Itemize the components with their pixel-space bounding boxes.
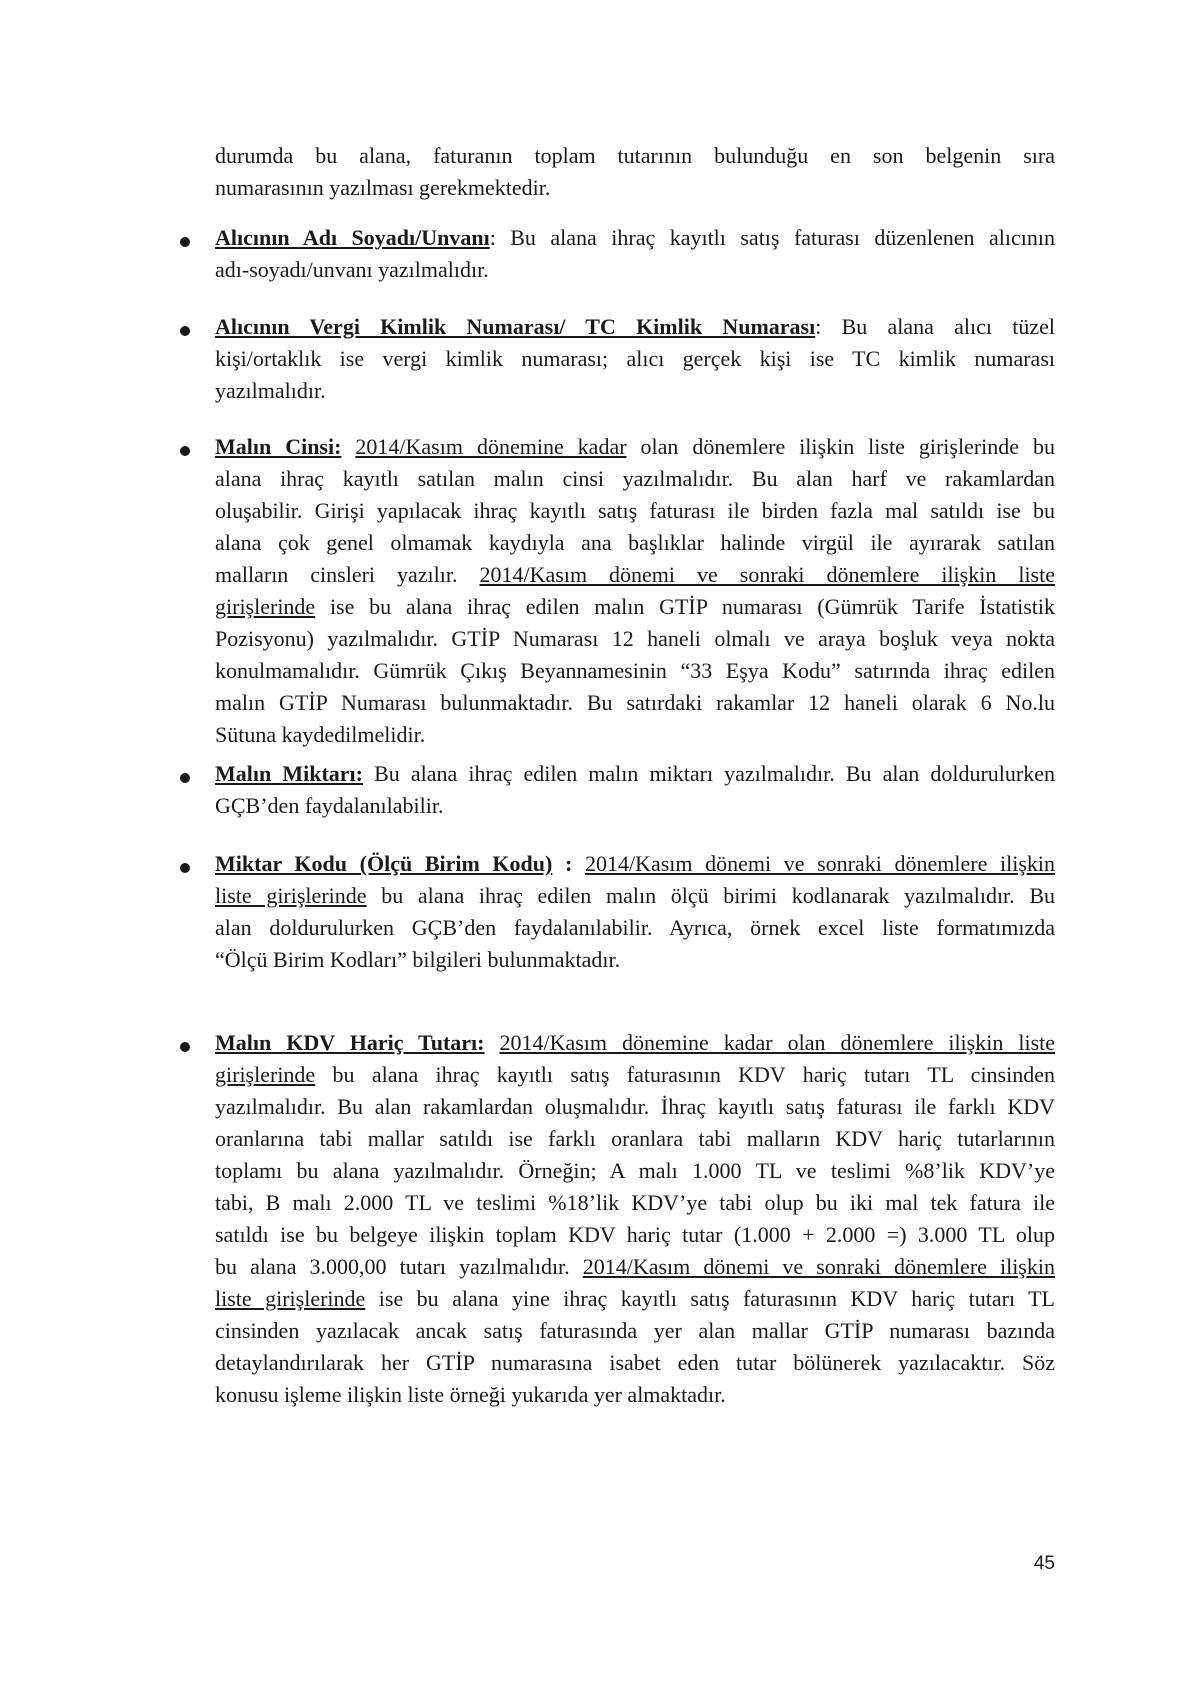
text-segment: : Bu alana alıcı tüzel [815,314,1055,339]
term-label: Alıcının Adı Soyadı/Unvanı [215,225,490,250]
list-item-unit-code [215,848,1055,976]
text-line: durumda bu alana, faturanın toplam tutarının bulunduğu en son belgenin sıra [215,143,1055,168]
text-segment: malların cinsleri yazılır. [215,562,480,587]
text-line: alana ihraç kayıtlı satılan malın cinsi yazılmalıdır. Bu alan harf ve rakamlardan [215,466,1055,491]
text-segment: ise bu alana ihraç edilen malın GTİP numarası (Gümrük Tarife İstatistik [315,594,1055,619]
underlined-text: liste girişlerinde [215,1286,366,1311]
term-label: Alıcının Vergi Kimlik Numarası/ TC Kimlik Numarası [215,314,816,339]
underlined-text: girişlerinde [215,594,316,619]
text-line: oranlarına tabi mallar satıldı ise farklı oranlara tabi malların KDV hariç tutarlarının [215,1126,1055,1151]
text-line: oluşabilir. Girişi yapılacak ihraç kayıtlı satış faturası ile birden fazla mal satıldı ise bu [215,498,1055,523]
term-label: Malın Miktarı: [215,761,363,786]
text-line: detaylandırılarak her GTİP numarasına isabet eden tutar bölünerek yazılacaktır. Söz [215,1350,1055,1375]
text-line: GÇB’den faydalanılabilir. [215,793,444,818]
underlined-text: 2014/Kasım dönemine kadar [355,434,627,459]
underlined-text: 2014/Kasım dönemi ve sonraki dönemlere ilişkin liste [479,562,1055,587]
list-item-buyer-name [215,222,1055,286]
term-label: Malın Cinsi: [215,434,342,459]
text-line: cinsinden yazılacak ancak satış faturasında yer alan mallar GTİP numarası bazında [215,1318,1055,1343]
text-line: satıldı ise bu belgeye ilişkin toplam KDV hariç tutar (1.000 + 2.000 =) 3.000 TL olup [215,1222,1055,1247]
text-segment: ise bu alana yine ihraç kayıtlı satış faturasının KDV hariç tutarı TL [365,1286,1055,1311]
underlined-text: liste girişlerinde [215,883,367,908]
list-item-tax-id [215,311,1055,407]
bullet-icon [180,1042,190,1052]
text-segment: bu alana 3.000,00 tutarı yazılmalıdır. [215,1254,583,1279]
text-segment: : [552,851,573,876]
text-line: toplamı bu alana yazılmalıdır. Örneğin; A malı 1.000 TL ve teslimi %8’lik KDV’ye [215,1158,1055,1183]
page-number: 45 [1033,1553,1055,1574]
bullet-icon [180,773,190,783]
text-line: Sütuna kaydedilmelidir. [215,722,426,747]
list-item-goods-type [215,431,1055,751]
bullet-icon [180,326,190,336]
intro-paragraph [215,140,1055,204]
underlined-text: 2014/Kasım dönemi ve sonraki dönemlere ilişkin [582,1254,1055,1279]
text-segment: olan dönemlere ilişkin liste girişlerinde bu [626,434,1055,459]
text-line: “Ölçü Birim Kodları” bilgileri bulunmaktadır. [215,947,621,972]
text-line: yazılmalıdır. [215,378,326,403]
underlined-text: 2014/Kasım dönemine kadar olan dönemlere ilişkin liste [499,1030,1056,1055]
text-line: malın GTİP Numarası bulunmaktadır. Bu satırdaki rakamlar 12 haneli olarak 6 No.lu [215,690,1055,715]
term-label: Miktar Kodu (Ölçü Birim Kodu) [215,851,553,876]
list-item-goods-quantity [215,758,1055,822]
text-line: adı-soyadı/unvanı yazılmalıdır. [215,257,489,282]
text-line: yazılmalıdır. Bu alan rakamlardan oluşmalıdır. İhraç kayıtlı satış faturası ile farklı KDV [215,1094,1055,1119]
bullet-icon [180,446,190,456]
term-label: Malın KDV Hariç Tutarı: [215,1030,485,1055]
text-segment: Bu alana ihraç edilen malın miktarı yazılmalıdır. Bu alan doldurulurken [362,761,1056,786]
text-segment: bu alana ihraç edilen malın ölçü birimi kodlanarak yazılmalıdır. Bu [366,883,1056,908]
text-line: alan doldurulurken GÇB’den faydalanılabilir. Ayrıca, örnek excel liste formatımızda [215,915,1055,940]
underlined-text: 2014/Kasım dönemi ve sonraki dönemlere ilişkin [584,851,1055,876]
bullet-icon [180,863,190,873]
text-line: kişi/ortaklık ise vergi kimlik numarası; alıcı gerçek kişi ise TC kimlik numarası [215,346,1055,371]
text-segment: bu alana ihraç kayıtlı satış faturasının KDV hariç tutarı TL cinsinden [315,1062,1055,1087]
text-line: konulmamalıdır. Gümrük Çıkış Beyannamesinin “33 Eşya Kodu” satırında ihraç edilen [215,658,1055,683]
text-line: numarasının yazılması gerekmektedir. [215,175,551,200]
underlined-text: girişlerinde [215,1062,316,1087]
text-line: alana çok genel olmamak kaydıyla ana başlıklar halinde virgül ile ayırarak satılan [215,530,1055,555]
text-line: tabi, B malı 2.000 TL ve teslimi %18’lik KDV’ye tabi olup bu iki mal tek fatura ile [215,1190,1055,1215]
list-item-vat-excluded-amount [215,1027,1055,1411]
text-segment: : Bu alana ihraç kayıtlı satış faturası düzenlenen alıcının [489,225,1055,250]
bullet-icon [180,237,190,247]
text-line: konusu işleme ilişkin liste örneği yukarıda yer almaktadır. [215,1382,726,1407]
text-line: Pozisyonu) yazılmalıdır. GTİP Numarası 12 haneli olmalı ve araya boşluk veya nokta [215,626,1055,651]
